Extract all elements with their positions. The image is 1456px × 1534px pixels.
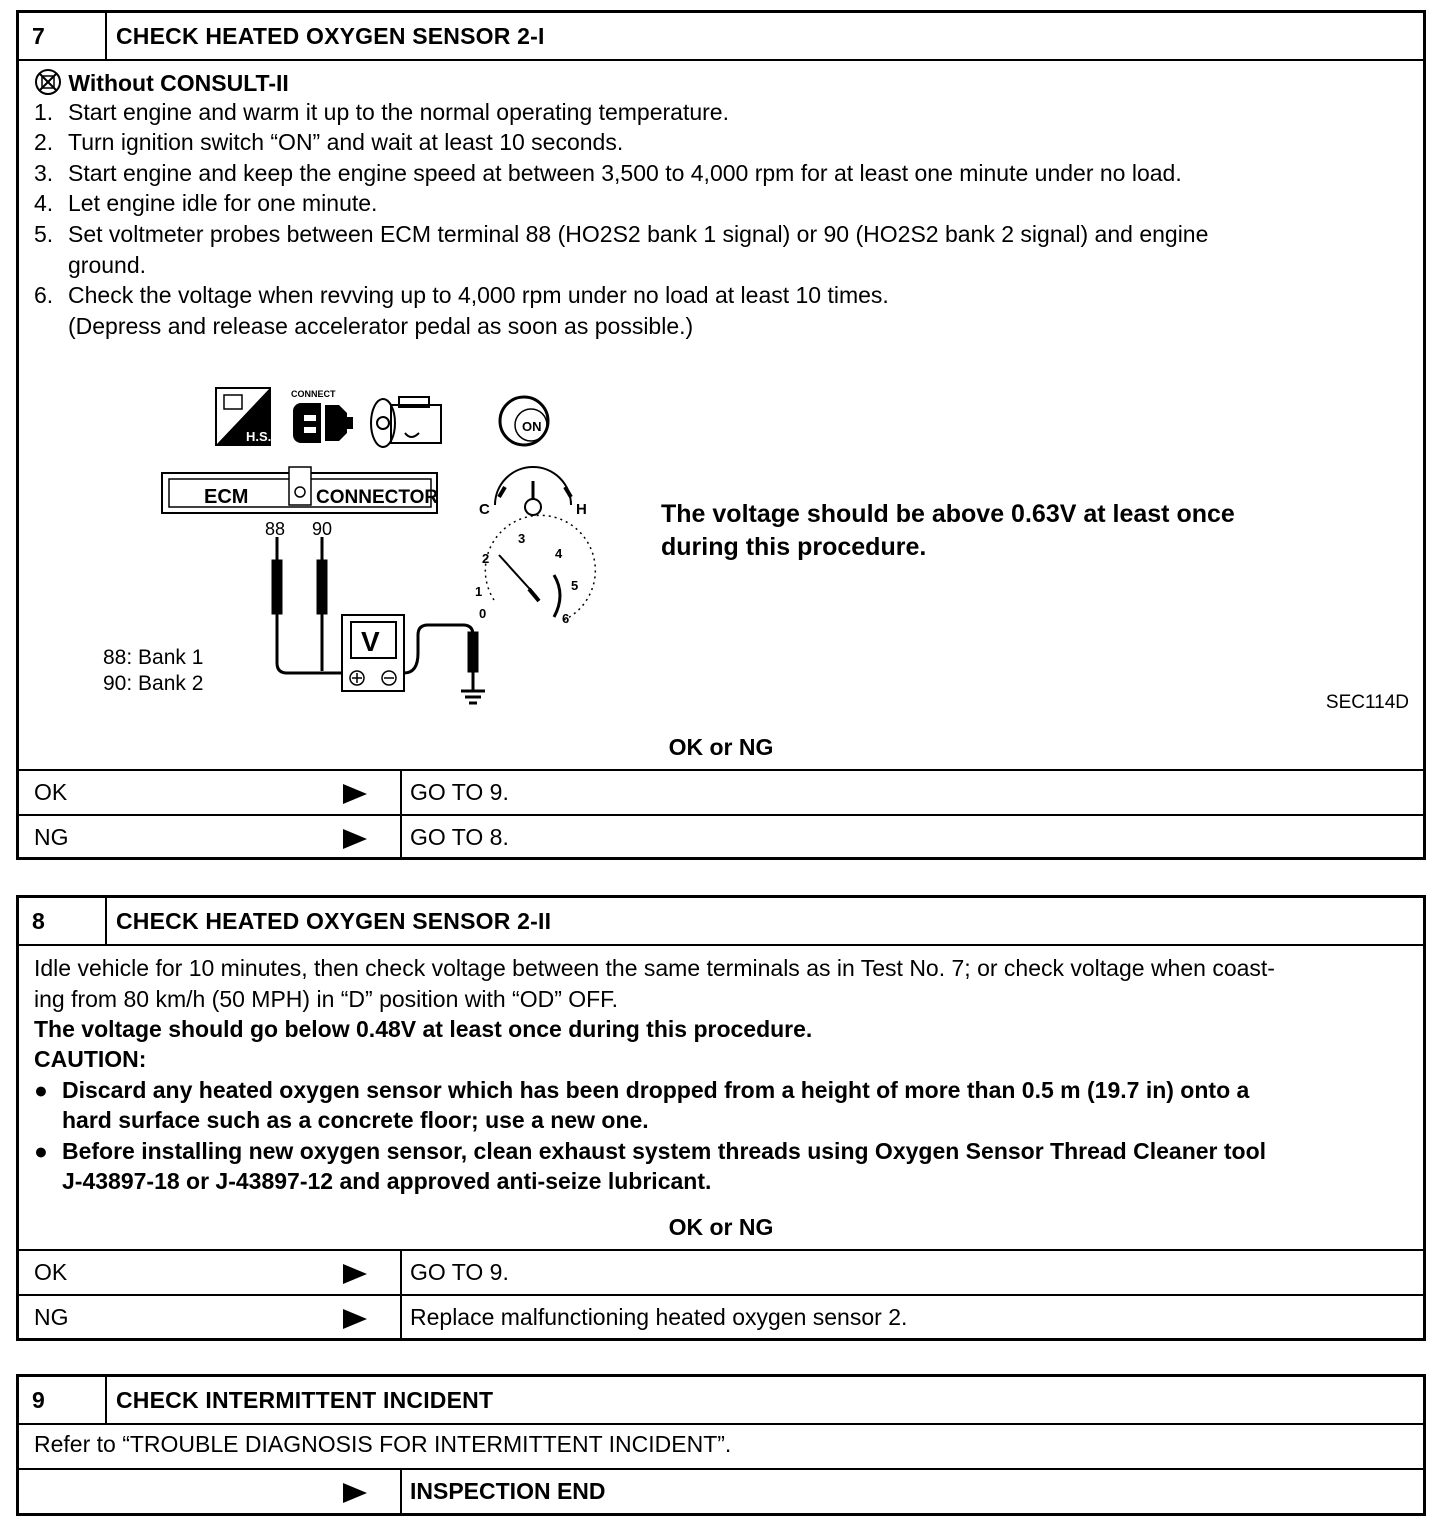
procedure-step: 3. Start engine and keep the engine speed at between 3,500 to 4,000 rpm for at least one minute under no load. <box>34 160 1182 186</box>
arrow-right-icon <box>343 1309 367 1329</box>
caution-label: CAUTION: <box>34 1046 147 1072</box>
svg-text:C: C <box>479 501 490 518</box>
procedure-step: 2. Turn ignition switch “ON” and wait at least 10 seconds. <box>34 129 624 155</box>
step-9-box <box>16 1374 1426 1516</box>
procedure-step: ground. <box>68 252 147 278</box>
spec-line: during this procedure. <box>661 533 927 561</box>
svg-text:1: 1 <box>475 584 483 599</box>
svg-text:0: 0 <box>479 606 487 621</box>
step-number: 7 <box>19 13 107 59</box>
svg-text:ON: ON <box>522 419 542 434</box>
body-text: ing from 80 km/h (50 MPH) in “D” position with “OD” OFF. <box>34 986 619 1012</box>
result-row <box>19 1468 1423 1515</box>
ignition-on-icon <box>500 397 548 445</box>
result-row <box>19 769 1423 815</box>
result-label: OK <box>34 779 68 805</box>
arrow-right-icon <box>343 1264 367 1284</box>
svg-text:ECM: ECM <box>204 486 249 508</box>
step-title: CHECK HEATED OXYGEN SENSOR 2-II <box>116 908 552 934</box>
result-row <box>19 1294 1423 1340</box>
ok-or-ng-label: OK or NG <box>668 1214 774 1240</box>
step-header <box>19 1377 1423 1425</box>
svg-text:CONNECTOR: CONNECTOR <box>316 487 439 508</box>
svg-text:H: H <box>576 501 587 518</box>
mode-label: Without CONSULT-II <box>68 70 289 96</box>
caution-bullet-cont: J-43897-18 or J-43897-12 and approved anti-seize lubricant. <box>62 1168 712 1194</box>
spec-line: The voltage should go below 0.48V at least once during this procedure. <box>34 1016 813 1042</box>
result-row <box>19 1249 1423 1295</box>
ecm-connector <box>162 467 438 539</box>
mode-line <box>34 68 289 97</box>
step-8-box <box>16 895 1426 1341</box>
engine-icon <box>371 397 441 447</box>
spec-line: The voltage should be above 0.63V at least once <box>661 500 1235 528</box>
bank-note: 88: Bank 1 <box>103 646 204 669</box>
bullet-icon: ● <box>34 1138 48 1164</box>
arrow-right-icon <box>343 1483 367 1503</box>
svg-text:90: 90 <box>312 519 333 539</box>
figure-code: SEC114D <box>1325 692 1409 713</box>
no-consult-icon <box>34 68 62 96</box>
svg-text:5: 5 <box>571 578 579 593</box>
step-7-box <box>16 10 1426 860</box>
hot-soak-icon <box>216 388 271 445</box>
body-text: Refer to “TROUBLE DIAGNOSIS FOR INTERMITTENT INCIDENT”. <box>34 1431 732 1457</box>
result-label: NG <box>34 824 69 850</box>
temperature-gauge <box>479 467 587 518</box>
procedure-step: (Depress and release accelerator pedal as soon as possible.) <box>68 313 694 339</box>
result-row <box>19 814 1423 860</box>
voltmeter <box>342 615 404 691</box>
step-title: CHECK HEATED OXYGEN SENSOR 2-I <box>116 23 545 49</box>
result-action: Replace malfunctioning heated oxygen sensor 2. <box>410 1304 908 1330</box>
svg-text:CONNECT: CONNECT <box>291 389 336 399</box>
svg-text:H.S.: H.S. <box>246 429 272 444</box>
step-header <box>19 898 1423 946</box>
step-header <box>19 13 1423 61</box>
body-row <box>19 1423 1423 1467</box>
result-action: GO TO 8. <box>410 824 509 850</box>
arrow-right-icon <box>343 784 367 804</box>
svg-text:V: V <box>361 626 380 657</box>
result-action: GO TO 9. <box>410 779 509 805</box>
step-number: 9 <box>19 1377 107 1423</box>
arrow-right-icon <box>343 829 367 849</box>
connect-icon <box>291 389 353 443</box>
result-label: OK <box>34 1259 68 1285</box>
caution-bullet: ● Discard any heated oxygen sensor which has been dropped from a height of more than 0.5 m (19.7 in) onto a <box>34 1077 1250 1103</box>
step-number: 8 <box>19 898 107 944</box>
svg-text:88: 88 <box>265 519 286 539</box>
step-title: CHECK INTERMITTENT INCIDENT <box>116 1387 494 1413</box>
svg-text:2: 2 <box>482 551 490 566</box>
svg-text:4: 4 <box>555 546 563 561</box>
tachometer <box>475 515 595 626</box>
ok-or-ng-label: OK or NG <box>668 734 774 760</box>
result-label: NG <box>34 1304 69 1330</box>
bank-note: 90: Bank 2 <box>103 672 204 695</box>
procedure-step: 5. Set voltmeter probes between ECM terminal 88 (HO2S2 bank 1 signal) or 90 (HO2S2 bank 2 signal) and engine <box>34 221 1209 247</box>
result-action: INSPECTION END <box>410 1478 606 1504</box>
procedure-step: 4. Let engine idle for one minute. <box>34 190 378 216</box>
caution-bullet-cont: hard surface such as a concrete floor; use a new one. <box>62 1107 649 1133</box>
svg-text:3: 3 <box>518 531 526 546</box>
procedure-step: 6. Check the voltage when revving up to 4,000 rpm under no load at least 10 times. <box>34 282 889 308</box>
caution-bullet: ● Before installing new oxygen sensor, clean exhaust system threads using Oxygen Sensor Thread Cleaner tool <box>34 1138 1267 1164</box>
procedure-step: 1. Start engine and warm it up to the normal operating temperature. <box>34 99 729 125</box>
result-action: GO TO 9. <box>410 1259 509 1285</box>
svg-text:6: 6 <box>562 611 570 626</box>
body-text: Idle vehicle for 10 minutes, then check voltage between the same terminals as in Test No. 7; or check voltage when coast- <box>34 955 1275 981</box>
bullet-icon: ● <box>34 1077 48 1103</box>
